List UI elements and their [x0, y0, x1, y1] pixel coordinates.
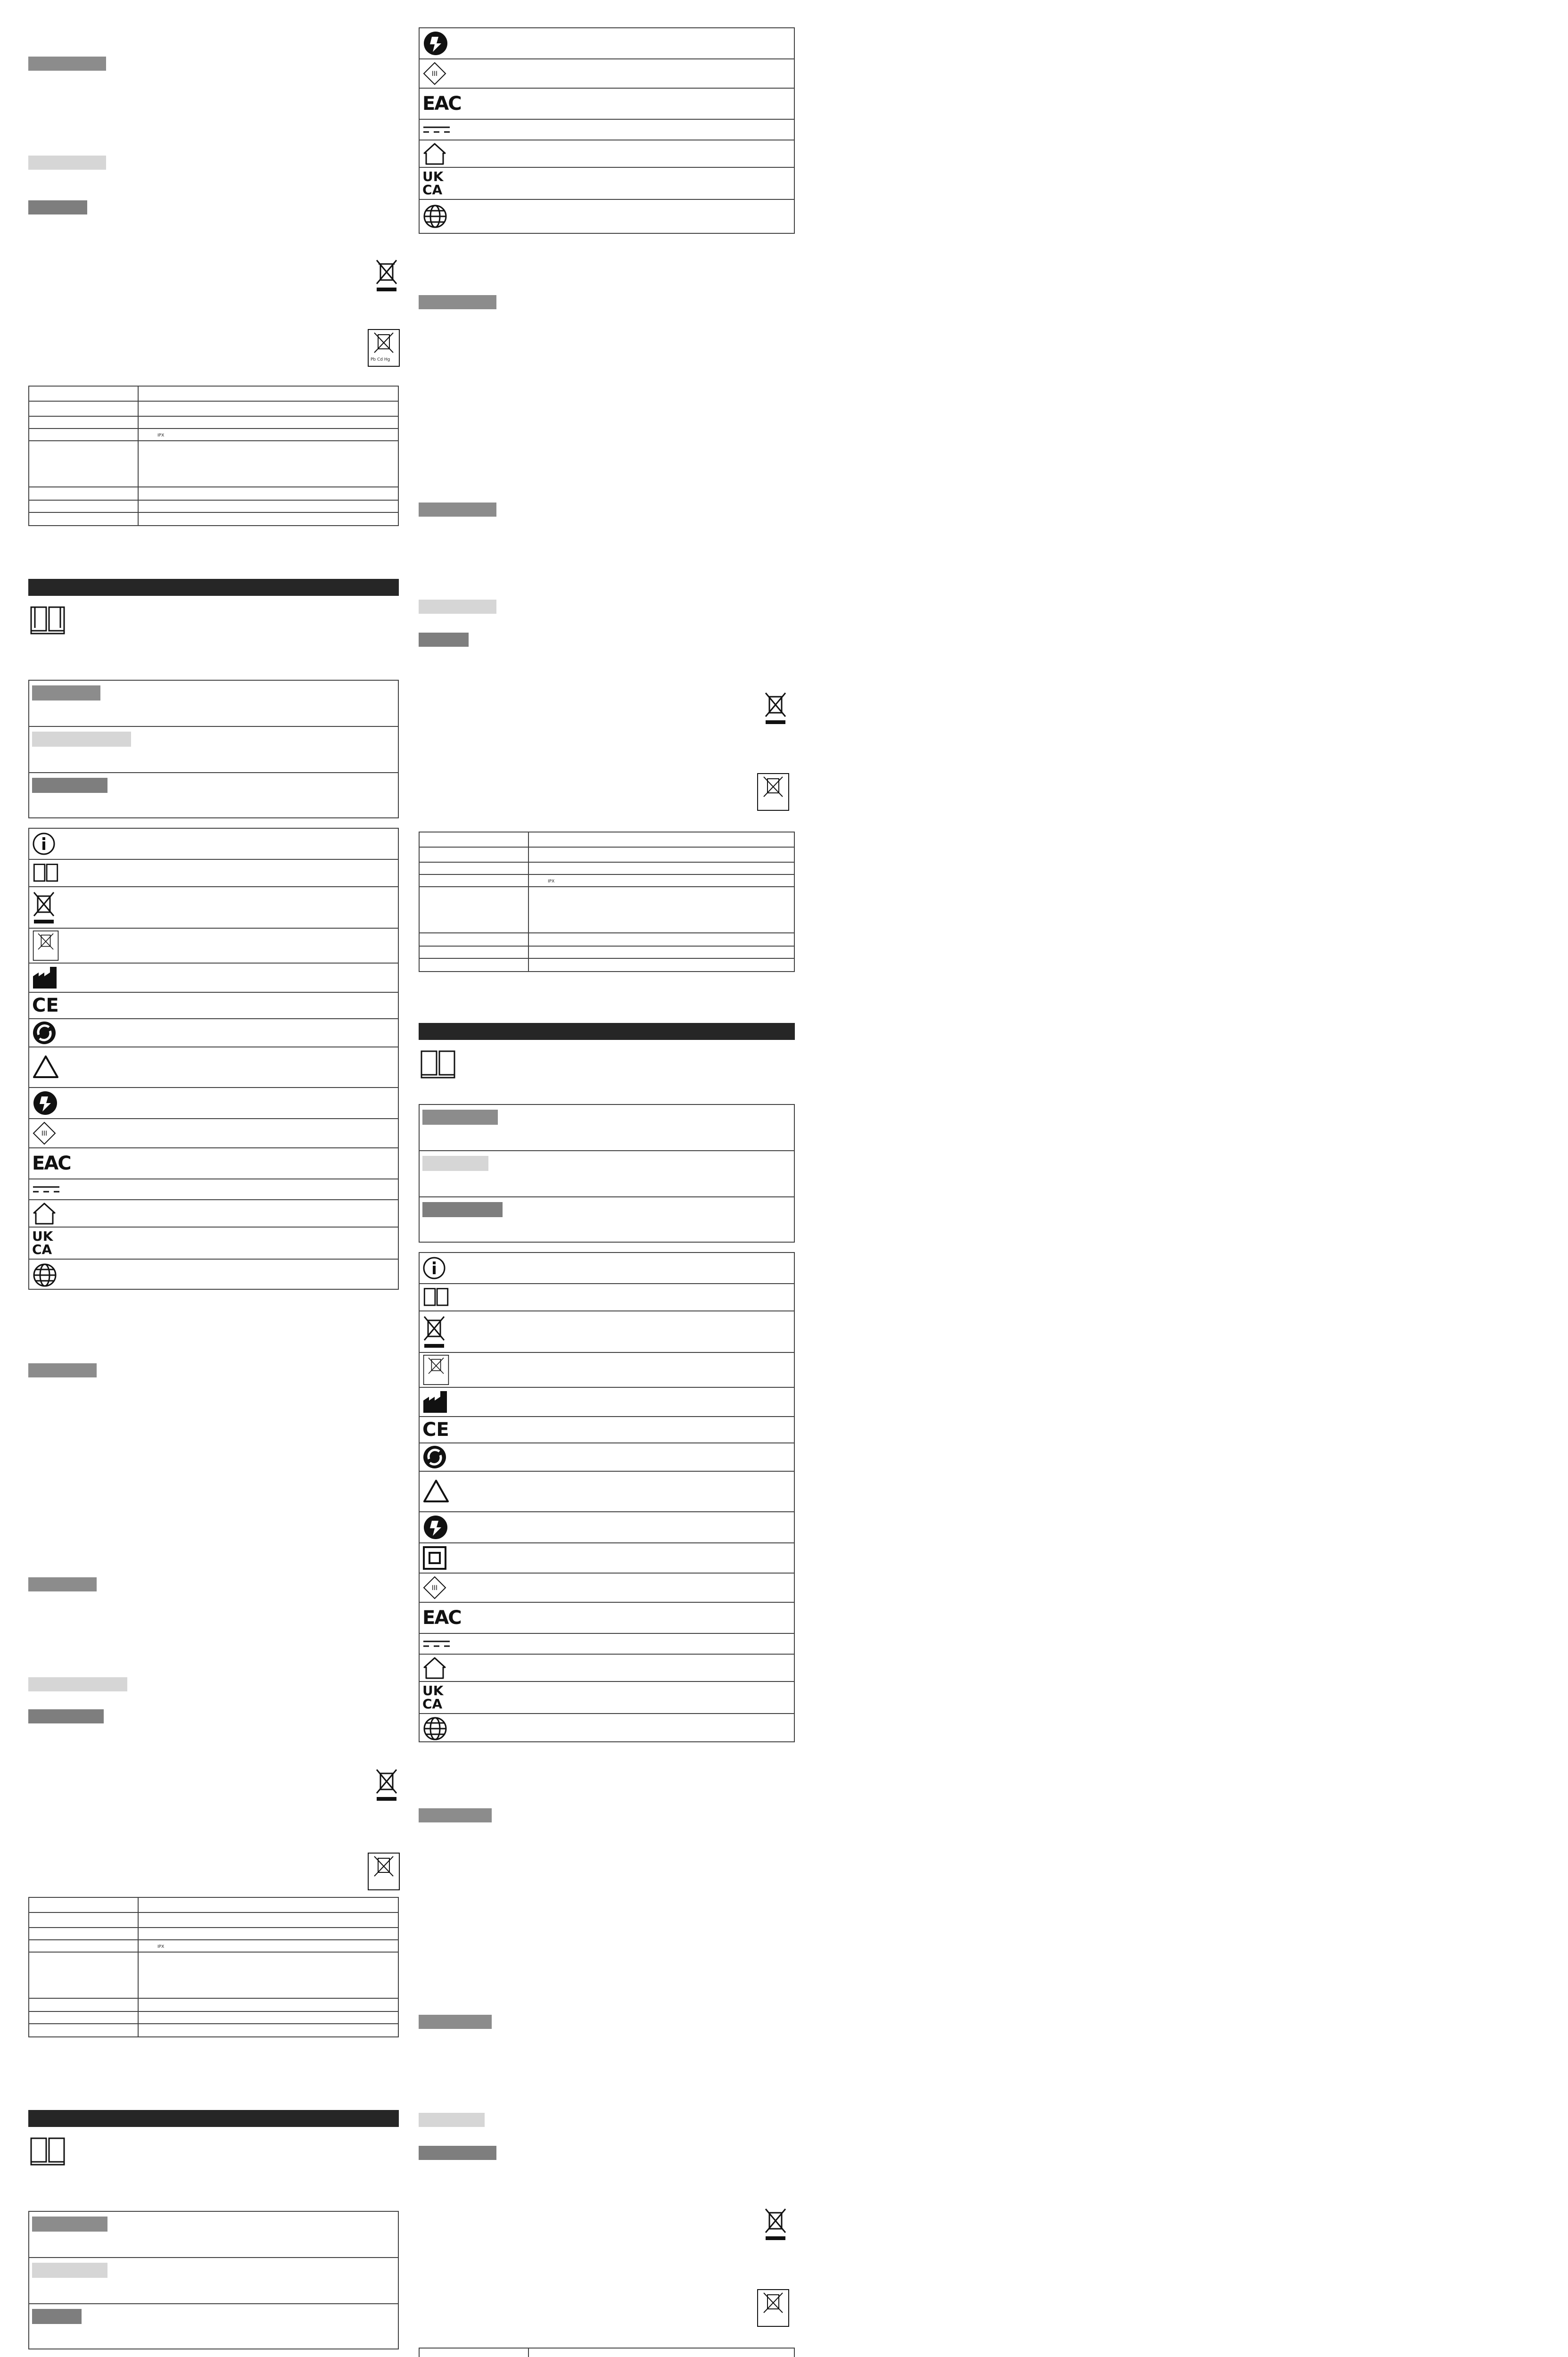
globe-icon — [422, 1716, 448, 1741]
section-label — [419, 295, 496, 309]
crossed-bin-icon — [764, 2207, 787, 2243]
section-label — [28, 156, 106, 170]
symbol-row — [29, 860, 398, 887]
signal-word-label — [422, 1202, 503, 1217]
spec-table — [419, 832, 795, 972]
certification-mark-icon — [422, 30, 449, 57]
hazard-level-row — [29, 681, 398, 727]
hazard-level-row — [420, 1151, 794, 1197]
symbol-row — [420, 1353, 794, 1388]
hazard-levels-box — [28, 680, 399, 818]
certification-mark-icon — [32, 1090, 58, 1116]
info-icon — [32, 832, 56, 856]
symbol-row — [29, 964, 398, 993]
signal-word-label — [32, 685, 100, 701]
ukca-mark — [422, 1684, 443, 1711]
battery-bin-icon — [757, 773, 789, 813]
ukca-bottom-text: CA — [32, 1242, 52, 1257]
symbols-legend-box — [28, 828, 399, 1290]
ukca-top-text: UK — [32, 1228, 53, 1244]
class-iii-icon — [422, 61, 447, 86]
section-label — [419, 1808, 492, 1822]
middle-column — [415, 0, 801, 2357]
hazard-levels-box — [28, 2211, 399, 2349]
symbol-row — [29, 1047, 398, 1088]
crossed-bin-icon — [375, 258, 398, 295]
section-label — [28, 1709, 104, 1723]
symbol-row — [420, 1253, 794, 1284]
spec-table — [28, 1897, 399, 2037]
symbol-row — [420, 1284, 794, 1311]
crossed-bin-icon — [422, 1315, 446, 1349]
hazard-level-row — [29, 727, 398, 773]
section-header-bar — [28, 579, 399, 596]
ip-mark: IPX — [157, 433, 165, 438]
signal-word-label — [32, 778, 107, 793]
symbol-row — [29, 1119, 398, 1148]
battery-bin-icon — [32, 931, 59, 961]
symbol-row — [420, 1714, 794, 1743]
ukca-top-text: UK — [422, 1683, 444, 1698]
symbol-row — [29, 929, 398, 964]
symbol-row — [420, 1655, 794, 1682]
eac-mark: EAC — [32, 1153, 71, 1174]
crossed-bin-icon — [764, 691, 787, 727]
signal-word-label — [32, 2309, 82, 2324]
section-label — [28, 57, 106, 71]
symbol-row — [420, 1472, 794, 1512]
ukca-mark — [422, 170, 443, 197]
hazard-level-row — [29, 2258, 398, 2304]
signal-word-label — [32, 2217, 107, 2232]
ce-mark: CE — [422, 1419, 449, 1441]
svg-text:III: III — [431, 1584, 438, 1592]
eac-mark: EAC — [422, 93, 461, 115]
direct-current-icon — [422, 125, 451, 134]
symbol-row — [29, 1148, 398, 1179]
info-icon — [422, 1256, 446, 1280]
house-icon — [422, 142, 447, 165]
ukca-mark — [32, 1230, 53, 1256]
symbol-row — [420, 1417, 794, 1443]
class-iii-icon — [422, 1575, 447, 1600]
battery-bin-icon — [757, 2289, 789, 2329]
section-header-bar — [419, 1023, 795, 1040]
section-label — [419, 2015, 492, 2029]
section-label — [28, 200, 87, 214]
symbol-row — [420, 1311, 794, 1353]
symbols-legend-box — [419, 1252, 795, 1742]
open-book-icon — [29, 603, 66, 638]
certification-mark-icon — [422, 1514, 449, 1541]
hazard-level-row — [29, 2304, 398, 2349]
open-book-icon — [422, 1286, 450, 1309]
hazard-levels-box — [419, 1104, 795, 1243]
double-square-icon — [422, 1546, 447, 1570]
battery-bin-icon — [368, 329, 400, 369]
battery-bin-icon — [422, 1355, 450, 1385]
symbol-row — [420, 200, 794, 233]
symbol-row — [29, 1179, 398, 1200]
green-dot-icon — [422, 1445, 447, 1469]
ce-mark: CE — [32, 995, 59, 1016]
symbol-row — [420, 1388, 794, 1417]
house-icon — [32, 1202, 57, 1225]
open-book-icon — [32, 862, 59, 884]
section-label — [419, 503, 496, 517]
ukca-bottom-text: CA — [422, 1696, 443, 1712]
recycle-triangle-icon — [32, 1055, 59, 1080]
spec-table — [419, 2348, 795, 2357]
symbol-row — [420, 1574, 794, 1603]
symbol-row — [420, 1603, 794, 1634]
symbol-row — [29, 1088, 398, 1119]
hazard-level-row — [29, 773, 398, 818]
signal-word-label — [422, 1110, 498, 1125]
section-label — [28, 1363, 97, 1377]
section-label — [419, 2146, 496, 2160]
eac-mark: EAC — [422, 1607, 461, 1629]
symbol-row — [420, 1634, 794, 1655]
globe-icon — [32, 1262, 58, 1288]
signal-word-label — [32, 2263, 107, 2278]
symbol-row — [420, 59, 794, 89]
recycle-triangle-icon — [422, 1479, 450, 1504]
direct-current-icon — [32, 1185, 60, 1194]
section-label — [419, 2113, 485, 2127]
crossed-bin-icon — [375, 1768, 398, 1804]
hazard-level-row — [420, 1105, 794, 1151]
battery-chemistry-label: Pb Cd Hg — [371, 357, 390, 362]
house-icon — [422, 1656, 447, 1680]
symbol-row — [420, 168, 794, 200]
section-header-bar — [28, 2110, 399, 2127]
symbol-row — [29, 887, 398, 929]
section-label — [419, 633, 469, 647]
hazard-level-row — [29, 2212, 398, 2258]
signal-word-label — [422, 1156, 488, 1171]
section-label — [28, 1677, 127, 1691]
symbol-row — [29, 1019, 398, 1047]
symbol-row — [420, 1543, 794, 1574]
open-book-icon — [420, 1047, 456, 1082]
symbol-row — [29, 1228, 398, 1260]
symbol-row — [29, 1200, 398, 1228]
open-book-icon — [29, 2134, 66, 2169]
symbol-row — [420, 140, 794, 168]
signal-word-label — [32, 732, 131, 747]
battery-bin-icon — [368, 1853, 400, 1893]
symbol-row — [420, 89, 794, 120]
factory-icon — [32, 966, 59, 989]
direct-current-icon — [422, 1639, 451, 1648]
symbols-legend-box — [419, 27, 795, 234]
factory-icon — [422, 1390, 450, 1414]
left-column — [0, 0, 415, 2357]
symbol-row — [420, 1682, 794, 1714]
ip-mark: IPX — [157, 1945, 165, 1949]
symbol-row — [420, 120, 794, 140]
hazard-level-row — [420, 1197, 794, 1243]
symbol-row — [420, 1443, 794, 1472]
ip-mark: IPX — [548, 879, 555, 884]
symbol-row — [29, 829, 398, 860]
ukca-bottom-text: CA — [422, 182, 443, 198]
symbol-row — [29, 993, 398, 1019]
class-iii-icon — [32, 1121, 57, 1146]
symbol-row — [420, 28, 794, 59]
spec-table — [28, 386, 399, 526]
section-label — [419, 600, 496, 614]
svg-text:III: III — [431, 70, 438, 78]
green-dot-icon — [32, 1021, 57, 1045]
svg-text:III: III — [41, 1130, 48, 1137]
symbol-row — [420, 1512, 794, 1543]
crossed-bin-icon — [32, 890, 56, 924]
section-label — [28, 1577, 97, 1591]
ukca-top-text: UK — [422, 169, 444, 184]
symbol-row — [29, 1260, 398, 1291]
globe-icon — [422, 204, 448, 229]
